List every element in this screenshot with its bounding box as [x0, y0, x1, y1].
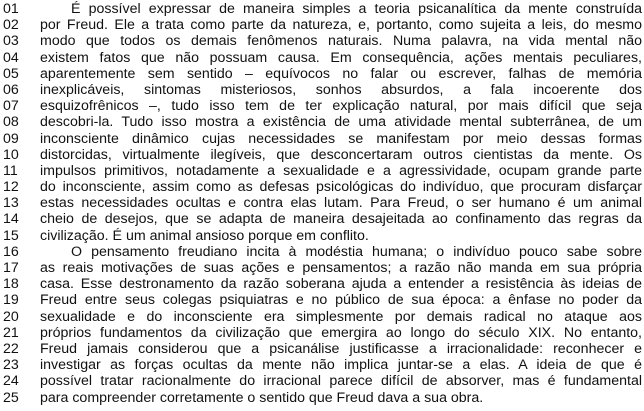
line-text: sexualidade e do inconsciente era simplesmente por demais radical no ataque aos: [40, 308, 642, 325]
text-line: [0, 82, 644, 98]
text-line: [0, 325, 644, 341]
text-line: [0, 195, 644, 211]
line-number: 15: [3, 227, 19, 244]
line-number: 05: [3, 65, 19, 82]
text-line: [0, 260, 644, 276]
line-number: 14: [3, 211, 19, 228]
text-line: [0, 33, 644, 49]
text-line: [0, 66, 644, 82]
line-number: 23: [3, 357, 19, 374]
line-text: inexplicáveis, sintomas misteriosos, sonhos absurdos, a fala incoerente dos: [40, 81, 642, 98]
text-line: [0, 373, 644, 389]
text-line: [0, 244, 644, 260]
text-line: [0, 1, 644, 17]
line-text: as reais motivações de suas ações e pensamentos; a razão não manda em sua própria: [40, 260, 642, 276]
line-text: É possível expressar de maneira simples a teoria psicanalítica da mente construída: [71, 1, 642, 17]
text-line: [0, 114, 644, 130]
text-line: [0, 50, 644, 66]
line-number: 08: [3, 114, 19, 131]
line-text: Freud jamais considerou que a psicanálise justificasse a irracionalidade: reconhecer e: [40, 340, 642, 357]
line-number: 10: [3, 146, 19, 163]
text-line: [0, 211, 644, 227]
text-line: [0, 357, 644, 373]
line-text: descobri-la. Tudo isso mostra a existência de uma atividade mental subterrânea, de um: [40, 114, 642, 131]
line-number: 20: [3, 308, 19, 325]
line-number: 12: [3, 179, 19, 196]
line-number: 13: [3, 195, 19, 212]
line-text: inconsciente dinâmico cujas necessidades se manifestam por meio dessas formas: [40, 130, 642, 147]
line-number: 19: [3, 292, 19, 309]
line-text: existem fatos que não possuam causa. Em consequência, ações mentais peculiares,: [40, 49, 642, 66]
line-number: 16: [3, 243, 19, 260]
line-number: 25: [3, 389, 19, 406]
line-number: 09: [3, 130, 19, 147]
line-text: possível tratar racionalmente do irracional parece difícil de absorver, mas é fundamental: [40, 373, 642, 390]
text-line: [0, 276, 644, 292]
line-text: por Freud. Ele a trata como parte da natureza, e, portanto, como sujeita a leis, do mesmo: [40, 17, 642, 34]
line-number: 06: [3, 81, 19, 98]
text-line: [0, 163, 644, 179]
line-text: casa. Esse destronamento da razão soberana ajuda a entender a resistência às ideias de: [40, 276, 642, 293]
line-number: 22: [3, 340, 19, 357]
line-number: 03: [3, 33, 19, 50]
line-number: 11: [3, 162, 18, 179]
line-text: modo que todos os demais fenômenos naturais. Numa palavra, na vida mental não: [40, 33, 642, 50]
line-number: 04: [3, 49, 19, 66]
text-line: [0, 98, 644, 114]
text-line: [0, 131, 644, 147]
text-line: [0, 292, 644, 308]
text-line: [0, 341, 644, 357]
line-text: investigar as forças ocultas da mente não implica juntar-se a elas. A ideia de que é: [40, 357, 642, 374]
line-number: 02: [3, 17, 19, 34]
line-text: do inconsciente, assim como as defesas psicológicas do indivíduo, que procuram disfarçar: [40, 179, 642, 196]
text-line: [0, 179, 644, 195]
line-text: aparentemente sem sentido – equívocos no falar ou escrever, falhas de memória: [40, 65, 642, 82]
line-number: 21: [3, 324, 19, 341]
line-text: Freud entre seus colegas psiquiatras e no público de sua época: a ênfase no poder da: [40, 292, 642, 309]
line-number: 07: [3, 98, 19, 115]
text-line: [0, 228, 644, 244]
line-text: cheio de desejos, que se adapta de maneira desajeitada ao confinamento das regras da: [40, 211, 642, 228]
line-text: estas necessidades ocultas e contra elas lutam. Para Freud, o ser humano é um animal: [40, 195, 642, 212]
text-line: [0, 309, 644, 325]
line-text: esquizofrênicos –, tudo isso tem de ter explicação natural, por mais difícil que seja: [40, 98, 642, 115]
line-text: distorcidas, virtualmente ilegíveis, que desconcertaram outros cientistas da mente. Os: [40, 146, 642, 163]
line-text: para compreender corretamente o sentido que Freud dava a sua obra.: [40, 389, 484, 406]
line-text: próprios fundamentos da civilização que emergira ao longo do século XIX. No entanto,: [40, 324, 642, 341]
line-text: O pensamento freudiano incita à modéstia humana; o indivíduo pouco sabe sobre: [71, 243, 642, 260]
text-line: [0, 147, 644, 163]
line-number: 18: [3, 276, 19, 293]
line-number: 17: [3, 260, 19, 276]
line-number: 24: [3, 373, 19, 390]
line-text: impulsos primitivos, notadamente a sexualidade e a agressividade, ocupam grande parte: [40, 162, 642, 179]
line-number: 01: [3, 1, 19, 17]
text-line: [0, 390, 644, 406]
line-text: civilização. É um animal ansioso porque em conflito.: [40, 227, 369, 244]
text-line: [0, 17, 644, 33]
